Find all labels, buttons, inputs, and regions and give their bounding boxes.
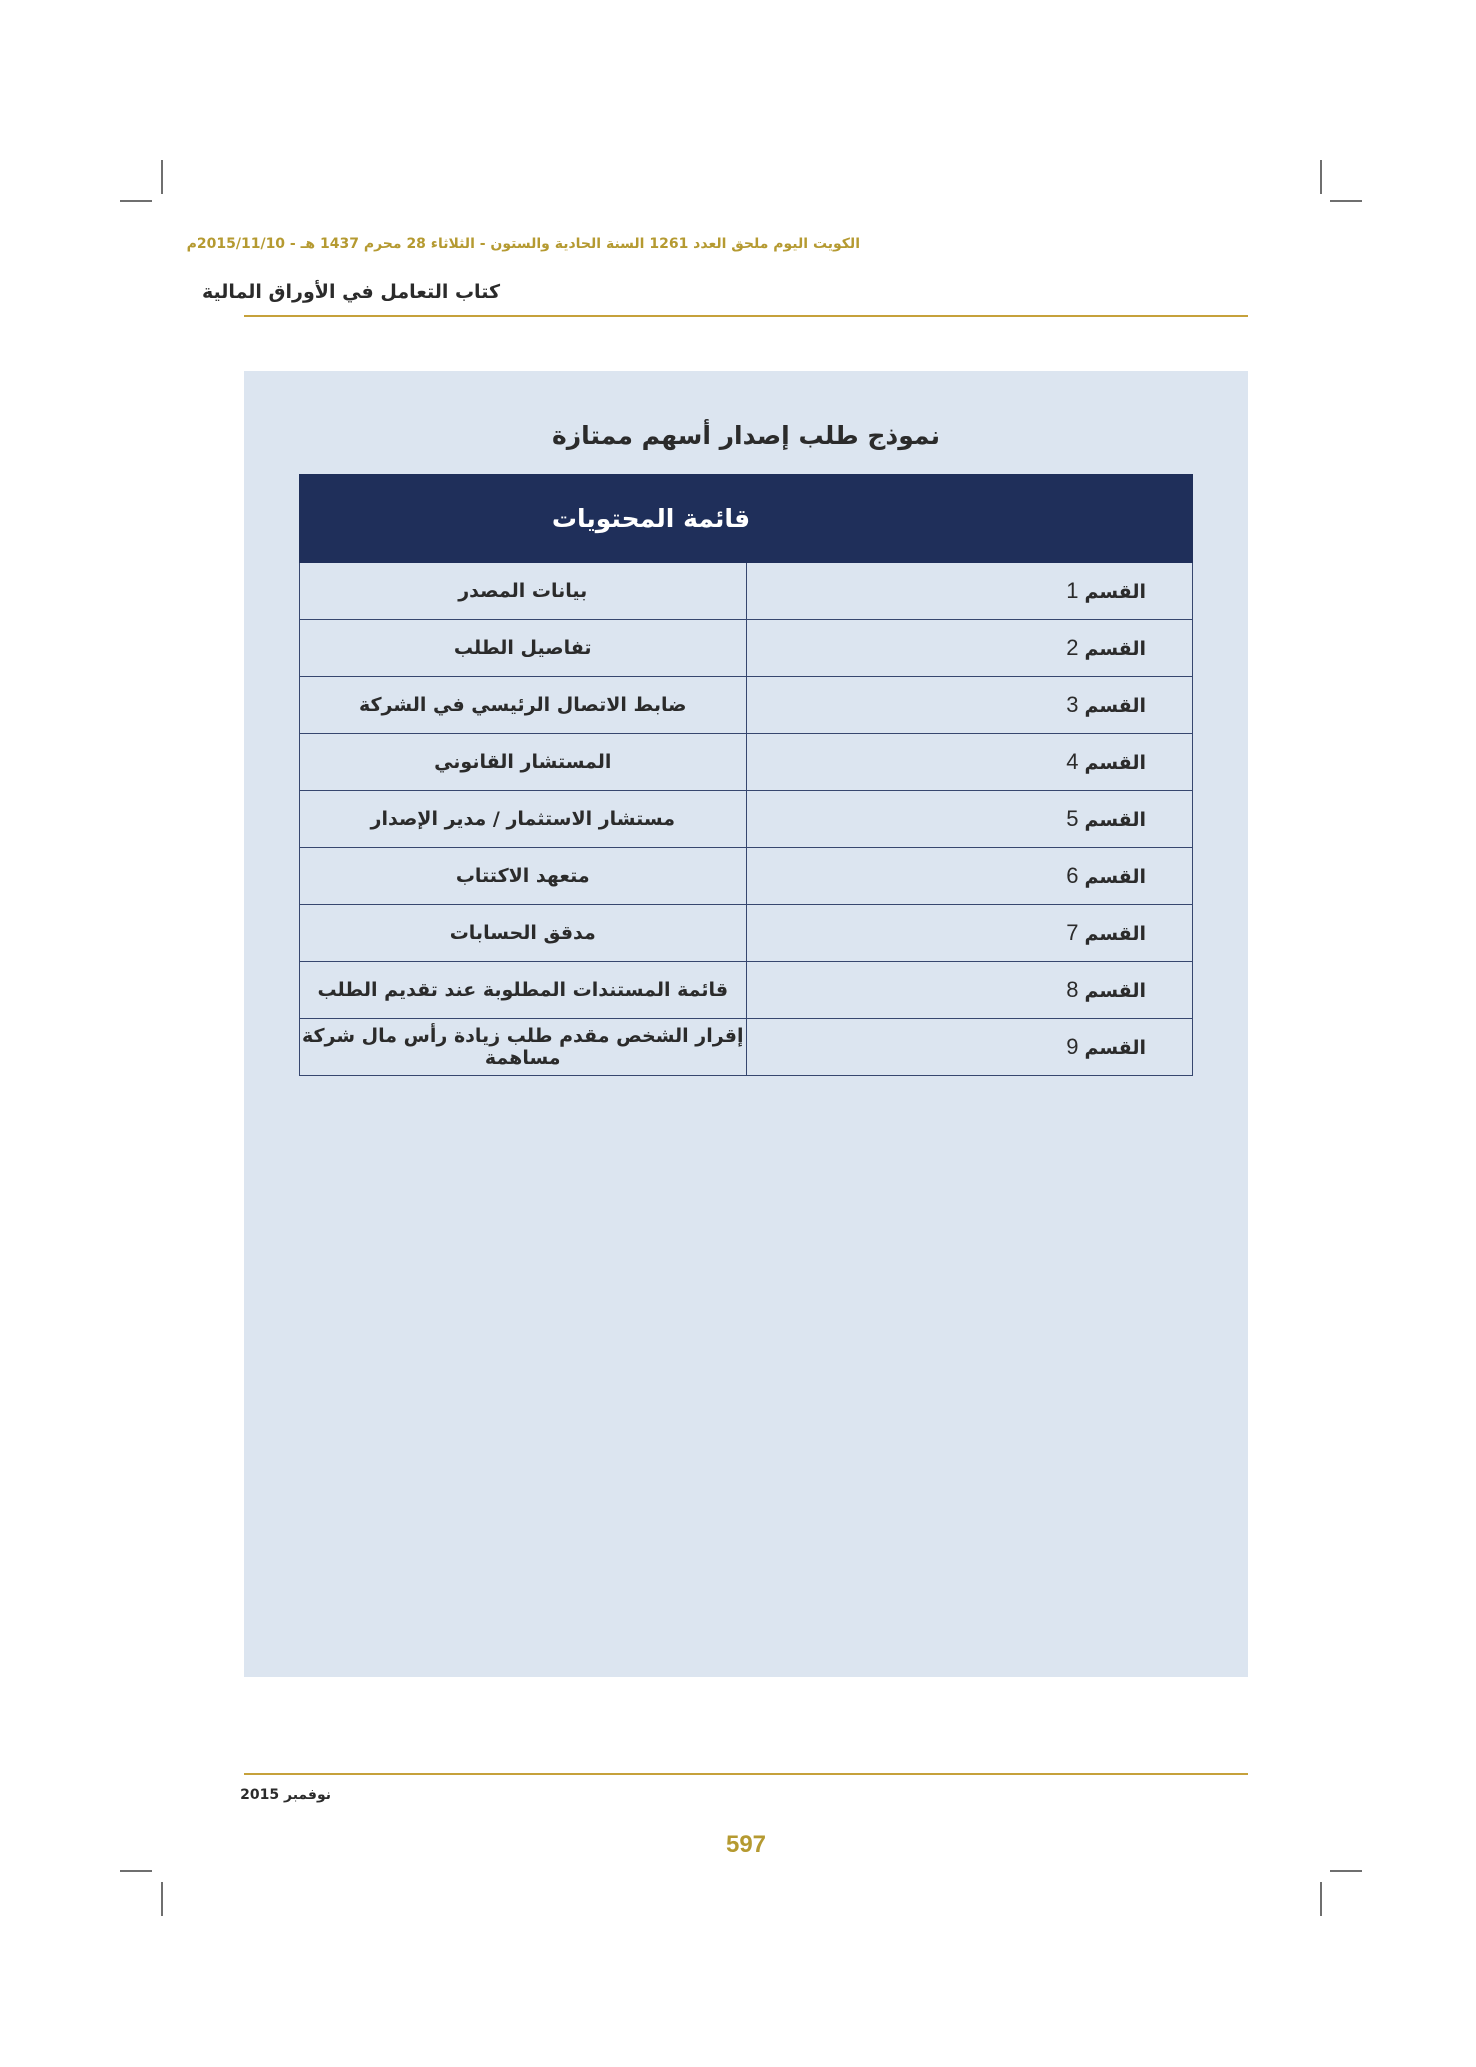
section-title: مدقق الحسابات — [300, 905, 747, 962]
table-row — [300, 677, 1193, 734]
crop-mark-top-right — [1320, 160, 1322, 194]
section-title: المستشار القانوني — [300, 734, 747, 791]
section-label — [746, 563, 1193, 620]
publication-line: الكويت اليوم ملحق العدد 1261 السنة الحادية والستون - الثلاثاء 28 محرم 1437 هـ - 2015/11/10م — [186, 236, 860, 252]
section-word: القسم — [1084, 1037, 1146, 1059]
section-number: 6 — [1066, 863, 1079, 888]
crop-mark-bottom-right — [1320, 1882, 1322, 1916]
section-number: 7 — [1066, 920, 1079, 945]
section-number: 8 — [1066, 977, 1079, 1002]
section-label — [746, 734, 1193, 791]
section-label — [746, 791, 1193, 848]
form-title: نموذج طلب إصدار أسهم ممتازة — [551, 421, 941, 450]
section-title: مستشار الاستثمار / مدير الإصدار — [300, 791, 747, 848]
section-word: القسم — [1084, 752, 1146, 774]
section-number: 1 — [1066, 578, 1079, 603]
table-row — [300, 563, 1193, 620]
section-word: القسم — [1084, 638, 1146, 660]
section-title: إقرار الشخص مقدم طلب زيادة رأس مال شركة مساهمة — [300, 1019, 747, 1076]
table-row — [300, 734, 1193, 791]
table-row — [300, 620, 1193, 677]
table-row — [300, 905, 1193, 962]
section-label — [746, 1019, 1193, 1076]
table-row — [300, 962, 1193, 1019]
table-row — [300, 1019, 1193, 1076]
section-label — [746, 848, 1193, 905]
crop-mark-bottom-left — [120, 1870, 152, 1872]
table-row — [300, 791, 1193, 848]
section-title: قائمة المستندات المطلوبة عند تقديم الطلب — [300, 962, 747, 1019]
contents-table-header — [300, 475, 1193, 563]
contents-heading — [300, 475, 1193, 563]
section-label — [746, 677, 1193, 734]
section-label — [746, 620, 1193, 677]
section-word: القسم — [1084, 923, 1146, 945]
section-word: القسم — [1084, 980, 1146, 1002]
section-number: 5 — [1066, 806, 1079, 831]
section-number: 3 — [1066, 692, 1079, 717]
section-label — [746, 962, 1193, 1019]
contents-table — [299, 474, 1193, 1076]
table-row — [300, 848, 1193, 905]
crop-mark-bottom-left — [161, 1882, 163, 1916]
section-word: القسم — [1084, 695, 1146, 717]
header-rule — [244, 315, 1248, 317]
section-word: القسم — [1084, 866, 1146, 888]
section-title: ضابط الاتصال الرئيسي في الشركة — [300, 677, 747, 734]
crop-mark-top-left — [120, 200, 152, 202]
section-number: 4 — [1066, 749, 1079, 774]
page-number: 597 — [725, 1831, 767, 1858]
section-number: 9 — [1066, 1034, 1079, 1059]
section-title: بيانات المصدر — [300, 563, 747, 620]
section-title: متعهد الاكتتاب — [300, 848, 747, 905]
book-title: كتاب التعامل في الأوراق المالية — [202, 281, 500, 303]
section-word: القسم — [1084, 581, 1146, 603]
footer-date: نوفمبر 2015 — [240, 1787, 331, 1803]
section-title: تفاصيل الطلب — [300, 620, 747, 677]
section-word: القسم — [1084, 809, 1146, 831]
contents-heading-text: قائمة المحتويات — [551, 504, 751, 533]
crop-mark-top-left — [161, 160, 163, 194]
section-number: 2 — [1066, 635, 1079, 660]
section-label — [746, 905, 1193, 962]
crop-mark-top-right — [1330, 200, 1362, 202]
footer-rule — [244, 1773, 1248, 1775]
crop-mark-bottom-right — [1330, 1870, 1362, 1872]
